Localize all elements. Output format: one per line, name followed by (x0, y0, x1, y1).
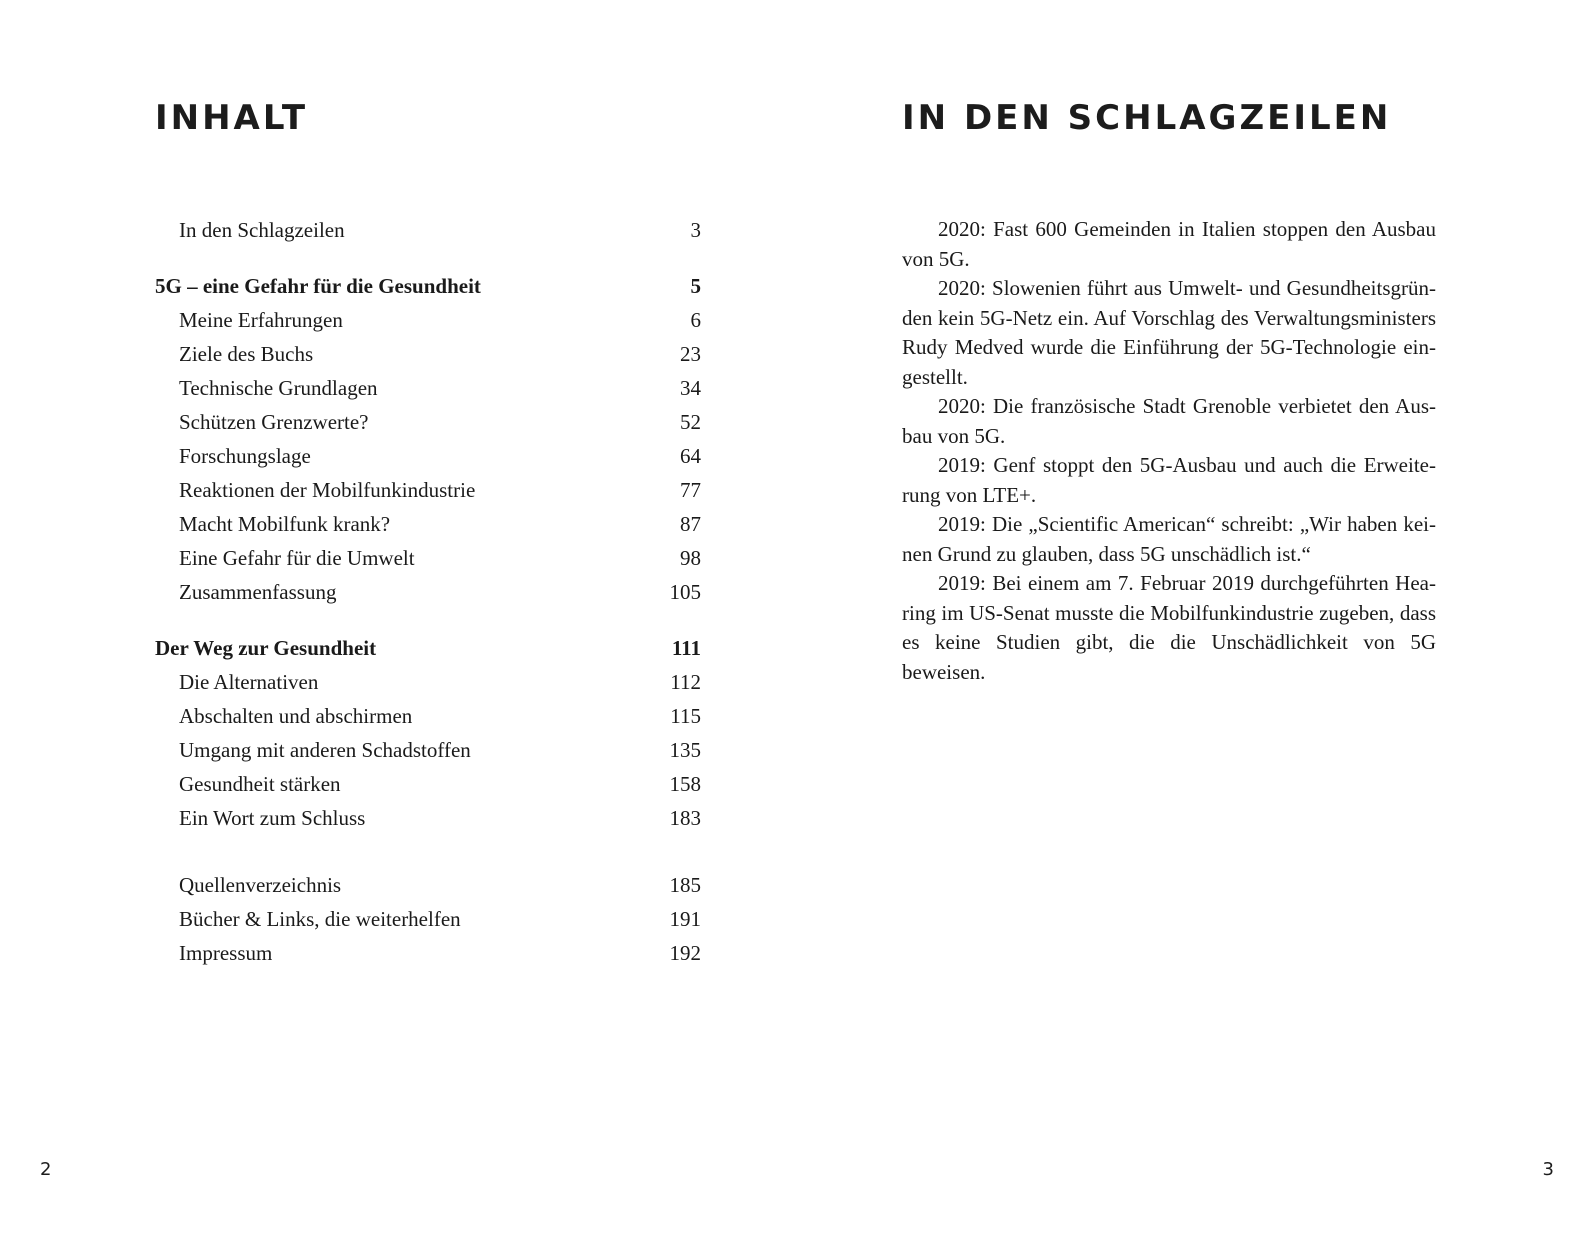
toc-entry-page: 34 (680, 376, 701, 400)
headline-paragraph: 2020: Slowenien führt aus Umwelt- und Gesundheitsgründen kein 5G-Netz ein. Auf Vorschlag des Verwaltungsministers Rudy Medved wurde die Einführung der 5G-Technologie eingestellt. (902, 276, 1436, 389)
toc-heading: INHALT (155, 98, 309, 138)
headline-paragraph: 2019: Die „Scientific American“ schreibt: „Wir haben keinen Grund zu glauben, dass 5G unschädlich ist.“ (902, 512, 1436, 566)
toc-entry (155, 473, 701, 507)
toc-entry-label: Abschalten und abschirmen (179, 704, 413, 728)
headline-paragraph: 2020: Fast 600 Gemeinden in Italien stoppen den Ausbau von 5G. (902, 217, 1436, 271)
toc-entry-page: 135 (669, 738, 701, 762)
toc-entry (155, 767, 701, 801)
toc-entry-label: In den Schlagzeilen (179, 218, 345, 242)
toc-entry (155, 541, 701, 575)
headline-paragraph: 2019: Bei einem am 7. Februar 2019 durchgeführten Hearing im US-Senat musste die Mobilfunkindustrie zugeben, dass es keine Studien gibt, die die Unschädlichkeit von 5G beweisen. (902, 571, 1436, 684)
toc-entry-page: 6 (690, 308, 701, 332)
toc-entry-label: Gesundheit stärken (179, 772, 341, 796)
toc-entry-page: 3 (690, 218, 701, 242)
toc-entry-label: Technische Grundlagen (179, 376, 378, 400)
toc-entry-label: Die Alternativen (179, 670, 319, 694)
toc-entry-page: 52 (680, 410, 701, 434)
toc-entry (155, 868, 701, 902)
toc-entry-page: 185 (669, 873, 701, 897)
toc-entry-page: 158 (669, 772, 701, 796)
toc-entry-label: Meine Erfahrungen (179, 308, 343, 332)
toc-entry-label: Reaktionen der Mobilfunkindustrie (179, 478, 476, 502)
toc-entry (155, 936, 701, 970)
headlines-heading: IN DEN SCHLAGZEILEN (902, 98, 1392, 138)
toc-chapter (155, 631, 701, 665)
toc-chapter-label: 5G – eine Gefahr für die Gesundheit (155, 274, 481, 298)
toc-entry-label: Ziele des Buchs (179, 342, 314, 366)
toc-entry-label: Forschungslage (179, 444, 311, 468)
toc-entry-label: Zusammenfassung (179, 580, 337, 604)
table-of-contents (155, 213, 701, 970)
toc-entry (155, 439, 701, 473)
toc-entry (155, 665, 701, 699)
toc-entry (155, 371, 701, 405)
toc-entry-label: Eine Gefahr für die Umwelt (179, 546, 415, 570)
toc-chapter-label: Der Weg zur Gesundheit (155, 636, 377, 660)
toc-entry (155, 405, 701, 439)
toc-chapter (155, 269, 701, 303)
toc-entry-label: Macht Mobilfunk krank? (179, 512, 391, 536)
toc-entry-page: 64 (680, 444, 701, 468)
toc-entry-label: Schützen Grenzwerte? (179, 410, 369, 434)
toc-entry-page: 112 (670, 670, 701, 694)
toc-entry (155, 575, 701, 609)
headlines-body (902, 215, 1436, 687)
toc-entry-page: 183 (669, 806, 701, 830)
toc-entry (155, 699, 701, 733)
toc-entry-page: 115 (670, 704, 701, 728)
headline-paragraph: 2020: Die französische Stadt Grenoble verbietet den Ausbau von 5G. (902, 394, 1436, 448)
toc-chapter-page: 5 (690, 274, 701, 298)
toc-entry-page: 23 (680, 342, 701, 366)
toc-entry-label: Umgang mit anderen Schadstoffen (179, 738, 471, 762)
toc-entry-label: Quellenverzeichnis (179, 873, 342, 897)
page-number-right: 3 (1542, 1159, 1554, 1180)
toc-entry-label: Bücher & Links, die weiterhelfen (179, 907, 461, 931)
toc-entry (155, 801, 701, 835)
toc-entry-label: Impressum (179, 941, 273, 965)
toc-entry-page: 105 (669, 580, 701, 604)
toc-entry-page: 192 (669, 941, 701, 965)
toc-entry (155, 902, 701, 936)
toc-entry (155, 733, 701, 767)
toc-entry-page: 77 (680, 478, 701, 502)
toc-entry (155, 507, 701, 541)
toc-entry-label: Ein Wort zum Schluss (179, 806, 366, 830)
page-number-left: 2 (40, 1159, 52, 1180)
right-page (797, 0, 1594, 1240)
toc-entry (155, 303, 701, 337)
toc-entry (155, 213, 701, 247)
headline-paragraph: 2019: Genf stoppt den 5G-Ausbau und auch die Erweiterung von LTE+. (902, 453, 1436, 507)
toc-entry-page: 191 (669, 907, 701, 931)
toc-entry (155, 337, 701, 371)
toc-entry-page: 87 (680, 512, 701, 536)
toc-chapter-page: 111 (671, 636, 701, 660)
toc-entry-page: 98 (680, 546, 701, 570)
